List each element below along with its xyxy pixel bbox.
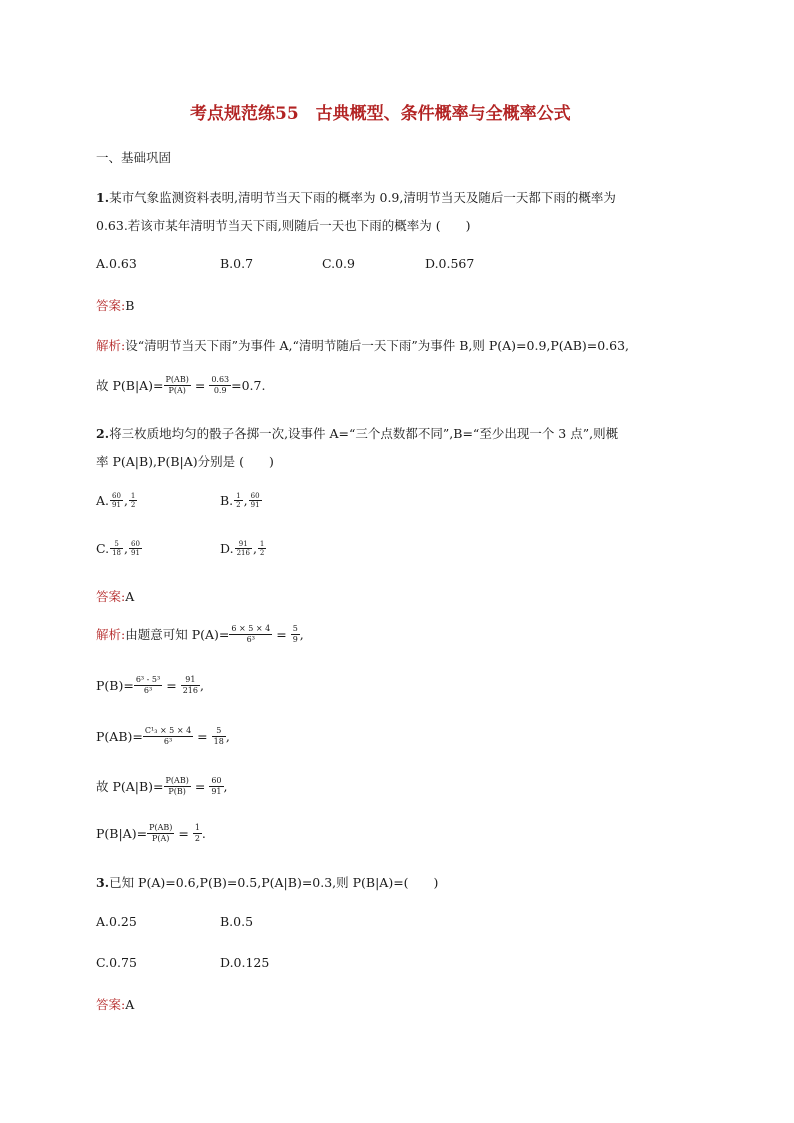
fraction xyxy=(164,375,191,395)
numerator: P(AB) xyxy=(165,375,189,384)
question-number: 1. xyxy=(96,190,110,205)
option-c: C.0.75 xyxy=(96,955,137,970)
option-b: B.0.7 xyxy=(220,256,254,271)
question-text: 已知 P(A)=0.6,P(B)=0.5,P(A|B)=0.3,则 P(B|A)=( ) xyxy=(109,875,439,890)
answer-3 xyxy=(96,995,134,1013)
question-2 xyxy=(96,424,618,442)
option-d: D.0.125 xyxy=(220,955,270,970)
analysis-2-line1: 解析: 由题意可知 P(A)= $\frac{6 \times 5 \times 4}{\text{6³}}$ = $\frac{5}{9}$ , xyxy=(96,624,304,644)
analysis-label: 解析: xyxy=(96,338,126,353)
page-title: 考点规范练55 古典概型、条件概率与全概率公式 xyxy=(190,104,571,124)
analysis-2-line3: P(AB)= $\frac{\text{C¹₃ × 5 × 4}}{\text{6³}}$ = $\frac{5}{18}$ , xyxy=(96,726,230,746)
formula-result: =0.7. xyxy=(231,377,266,393)
question-3 xyxy=(96,873,438,891)
question-2-line2: 率 P(A|B),P(B|A)分别是 ( ) xyxy=(96,454,274,469)
answer-value: A xyxy=(125,997,135,1012)
formula-prefix: 故 P(B|A)= xyxy=(96,378,164,394)
analysis-2-line4: 故 P(A|B)= $\frac{P(AB)}{P(B)}$ = $\frac{60}{91}$ , xyxy=(96,776,228,796)
answer-1 xyxy=(96,296,134,314)
denominator: 0.9 xyxy=(213,385,227,395)
option-d: D.0.567 xyxy=(425,256,475,271)
option-b: B. $\frac{1}{2}$ , $\frac{60}{91}$ xyxy=(220,492,260,510)
option-a: A. $\frac{60}{91}$ , $\frac{1}{2}$ xyxy=(96,492,136,510)
question-number: 3. xyxy=(96,875,110,890)
denominator: P(A) xyxy=(168,385,186,395)
analysis-text: 设“清明节当天下雨”为事件 A,“清明节随后一天下雨”为事件 B,则 P(A)=0.9,P(AB)=0.63, xyxy=(125,338,630,353)
answer-2 xyxy=(96,587,134,605)
option-c: C. $\frac{5}{18}$ , $\frac{60}{91}$ xyxy=(96,540,140,558)
answer-label: 答案: xyxy=(96,298,126,313)
answer-label: 答案: xyxy=(96,589,126,604)
option-c: C.0.9 xyxy=(322,256,355,271)
numerator: 0.63 xyxy=(211,375,230,384)
answer-label: 答案: xyxy=(96,997,126,1012)
option-a: A.0.63 xyxy=(96,256,137,271)
question-number: 2. xyxy=(96,426,110,441)
question-text: 某市气象监测资料表明,清明节当天下雨的概率为 0.9,清明节当天及随后一天都下雨的概率为 xyxy=(109,190,616,205)
option-a: A.0.25 xyxy=(96,914,137,929)
analysis-1-formula: 故 P(B|A)= $\frac{P(AB)}{P(A)}$ = $\frac{0.63}{0.9}$ =0.7. xyxy=(96,375,266,395)
analysis-2-line2: P(B)= $\frac{\text{6³ - 5³}}{\text{6³}}$ = $\frac{91}{216}$ , xyxy=(96,675,204,695)
question-text: 将三枚质地均匀的骰子各掷一次,设事件 A=“三个点数都不同”,B=“至少出现一个 3 点”,则概 xyxy=(109,426,619,441)
analysis-2-line5: P(B|A)= $\frac{P(AB)}{P(A)}$ = $\frac{1}{2}$ . xyxy=(96,823,206,843)
question-1 xyxy=(96,188,616,206)
fraction xyxy=(209,375,231,395)
answer-value: B xyxy=(125,298,135,313)
option-d: D. $\frac{91}{216}$ , $\frac{1}{2}$ xyxy=(220,540,265,558)
answer-value: A xyxy=(125,589,135,604)
option-b: B.0.5 xyxy=(220,914,254,929)
analysis-1 xyxy=(96,336,629,354)
question-1-line2: 0.63.若该市某年清明节当天下雨,则随后一天也下雨的概率为 ( ) xyxy=(96,218,471,233)
analysis-label: 解析: xyxy=(96,627,126,643)
section-heading: 一、基础巩固 xyxy=(96,150,172,165)
